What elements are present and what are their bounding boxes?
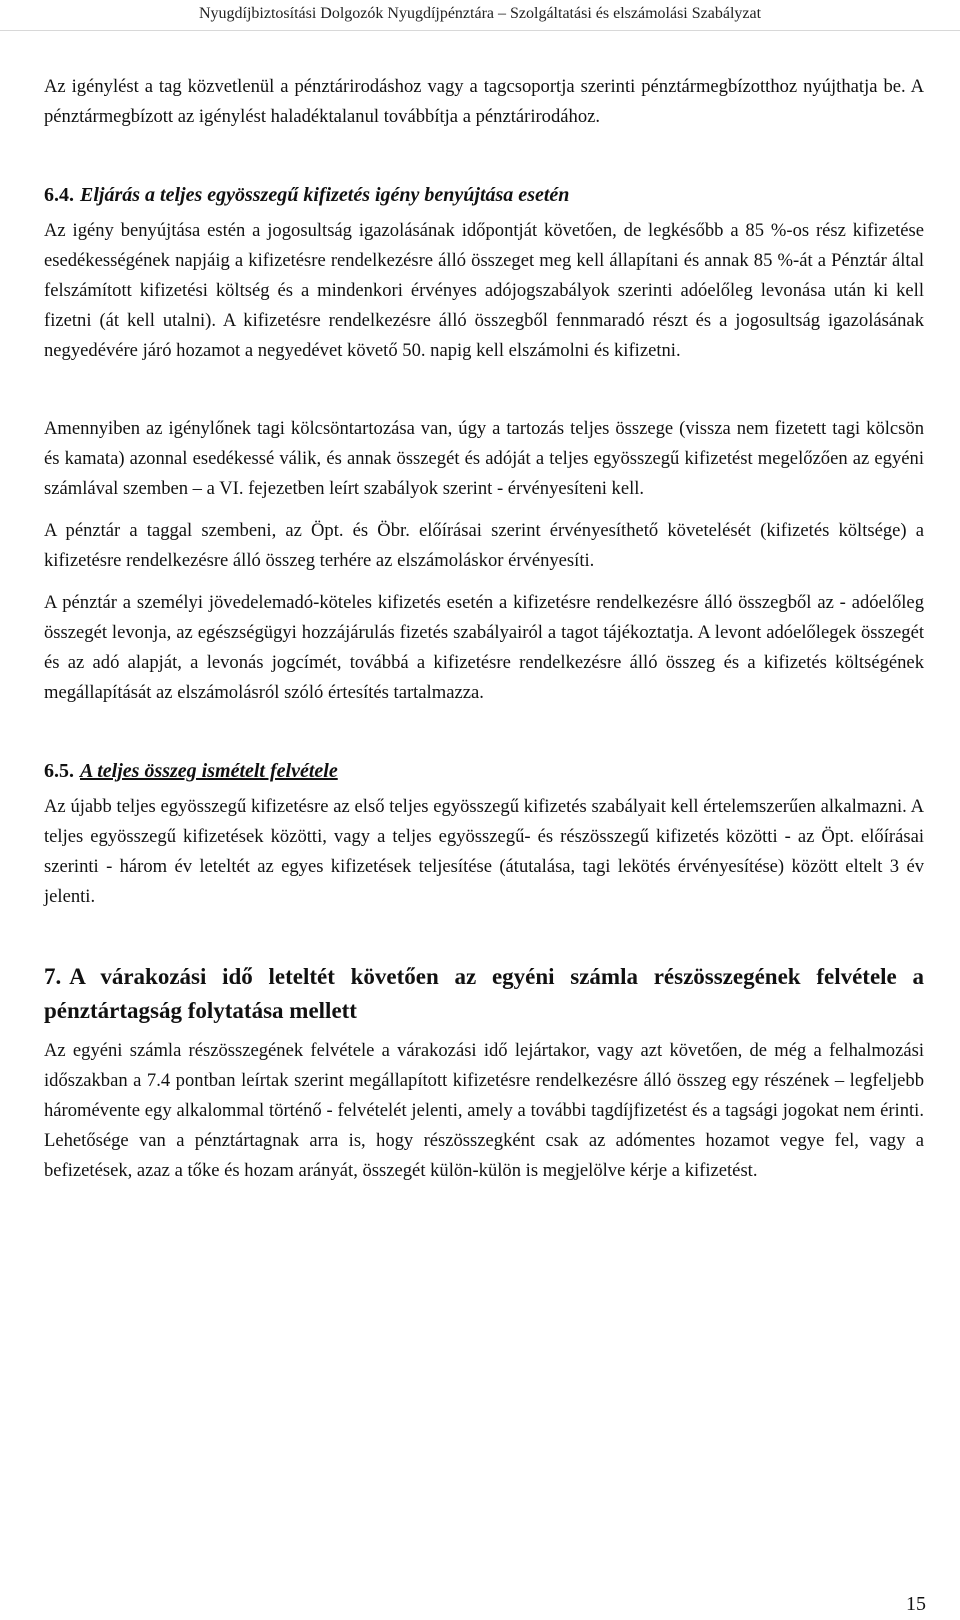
chapter-number: 7.: [44, 964, 62, 989]
page-number: 15: [906, 1593, 926, 1615]
running-header: Nyugdíjbiztosítási Dolgozók Nyugdíjpénztára – Szolgáltatási és elszámolási Szabályzat: [198, 5, 762, 22]
section-title: Eljárás a teljes egyösszegű kifizetés igény benyújtása esetén: [80, 184, 570, 206]
section-number: 6.5.: [44, 760, 74, 782]
paragraph-claims: A pénztár a taggal szembeni, az Öpt. és Öbr. előírásai szerint érvényesíthető követelését (kifizetés költsége) a kifizetésre rendelkezésre álló összeg terhére az elszámoláskor érvényesíti.: [44, 520, 924, 571]
paragraph-loan-debt: Amennyiben az igénylőnek tagi kölcsöntartozása van, úgy a tartozás teljes összege (vissza nem fizetett tagi kölcsön és kamata) azonnal esedékessé válik, és annak összegét és adóját a teljes egyösszegű kifizetést megelőzően az egyéni számlával szemben – a VI. fejezetben leírt szabályok szerint - érvényesíteni kell.: [44, 418, 924, 499]
section-title: A teljes összeg ismételt felvétele: [80, 760, 338, 782]
chapter-title: A várakozási idő leteltét követően az egyéni számla részösszegének felvétele a pénztártagság folytatása mellett: [44, 964, 924, 1023]
document-body: [44, 72, 924, 1186]
paragraph-partial-withdrawal: Az egyéni számla részösszegének felvétele a várakozási idő lejártakor, vagy azt követően, de még a felhalmozási időszakban a 7.4 pontban leírtak szerint megállapított kifizetésre rendelkezésre álló összeg egy részének – legfeljebb háromévente egy alkalommal történő - felvételét jelenti, amely a további tagdíjfizetést és a tagsági jogokat nem érinti. Lehetősége van a pénztártagnak arra is, hogy részösszegként csak az adómentes hozamot vegye fel, vagy a befizetések, azaz a tőke és hozam arányát, összegét külön-külön is megjelölve kérje a kifizetést.: [44, 1040, 924, 1181]
paragraph-procedure: Az igény benyújtása estén a jogosultság igazolásának időpontját követően, de legkésőbb a 85 %-os rész kifizetése esedékességének napjáig a kifizetésre rendelkezésre álló összeget meg kell állapítani és annak 85 %-át a Pénztár által felszámított kifizetési költség és a mindenkori érvényes adójogszabályok szerinti adóelőleg levonása után ki kell fizetni (át kell utalni). A kifizetésre rendelkezésre álló összegből fennmaradó részt és a jogosultság igazolásának negyedévére járó hozamot a negyedévet követő 50. napig kell elszámolni és kifizetni.: [44, 220, 924, 361]
header-divider: [0, 30, 960, 31]
section-heading-6-5: [44, 756, 924, 786]
section-number: 6.4.: [44, 184, 74, 206]
section-heading-6-4: [44, 180, 924, 210]
chapter-heading-7: [44, 960, 924, 1028]
paragraph-tax-deduction: A pénztár a személyi jövedelemadó-köteles kifizetés esetén a kifizetésre rendelkezésre álló összegből az - adóelőleg összegét levonja, az egészségügyi hozzájárulás fizetés szabályairól a tagot tájékoztatja. A levont adóelőlegek összegét és az adó alapját, a levonás jogcímét, továbbá a kifizetésre rendelkezésre álló összeg és a kifizetés költségének megállapítását az elszámolásról szóló értesítés tartalmazza.: [44, 592, 924, 703]
paragraph-claim-submission: Az igénylést a tag közvetlenül a pénztárirodáshoz vagy a tagcsoportja szerinti pénztármegbízotthoz nyújthatja be. A pénztármegbízott az igénylést haladéktalanul továbbítja a pénztárirodához.: [44, 76, 924, 127]
paragraph-repeat-withdrawal: Az újabb teljes egyösszegű kifizetésre az első teljes egyösszegű kifizetés szabályait kell értelemszerűen alkalmazni. A teljes egyösszegű kifizetések közötti, vagy a teljes egyösszegű- és részösszegű kifizetés közötti - az Öpt. előírásai szerinti - három év leteltét az egyes kifizetések teljesítése (átutalása, tagi lekötés érvényesítése) között eltelt 3 év jelenti.: [44, 796, 924, 907]
